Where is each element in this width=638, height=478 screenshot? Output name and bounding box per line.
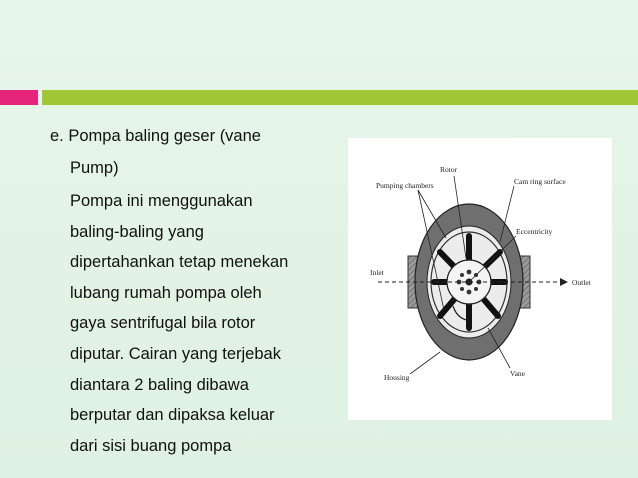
- label-outlet: Outlet: [572, 278, 591, 287]
- vane-pump-svg: [348, 138, 612, 420]
- body-line: lubang rumah pompa oleh: [70, 283, 262, 302]
- vane-pump-diagram: [348, 138, 612, 420]
- body-line: dari sisi buang pompa: [70, 436, 232, 455]
- accent-bar-pink: [0, 90, 38, 105]
- heading-line-1: e. Pompa baling geser (vane: [50, 127, 261, 145]
- slide-text: [50, 120, 350, 461]
- label-eccentricity: Eccentricity: [516, 227, 553, 236]
- label-cam-ring-surface: Cam ring surface: [514, 177, 566, 186]
- body-line: berputar dan dipaksa keluar: [70, 406, 275, 425]
- slide-heading: [50, 120, 350, 184]
- body-line: gaya sentrifugal bila rotor: [70, 314, 256, 333]
- body-line: baling-baling yang: [70, 222, 204, 241]
- label-rotor: Rotor: [440, 165, 458, 174]
- flow-arrow: [560, 278, 568, 286]
- label-vane: Vane: [510, 369, 525, 378]
- heading-line-2: Pump): [70, 159, 119, 177]
- label-inlet: Inlet: [370, 268, 384, 277]
- label-pumping-chambers: Pumping chambers: [376, 181, 434, 190]
- body-line: dipertahankan tetap menekan: [70, 253, 289, 272]
- accent-bar-green: [42, 90, 638, 105]
- body-line: diputar. Cairan yang terjebak: [70, 344, 281, 363]
- body-line: Pompa ini menggunakan: [70, 192, 253, 210]
- body-paragraph: [50, 186, 350, 461]
- body-line: diantara 2 baling dibawa: [70, 375, 249, 394]
- label-housing: Housing: [384, 373, 410, 382]
